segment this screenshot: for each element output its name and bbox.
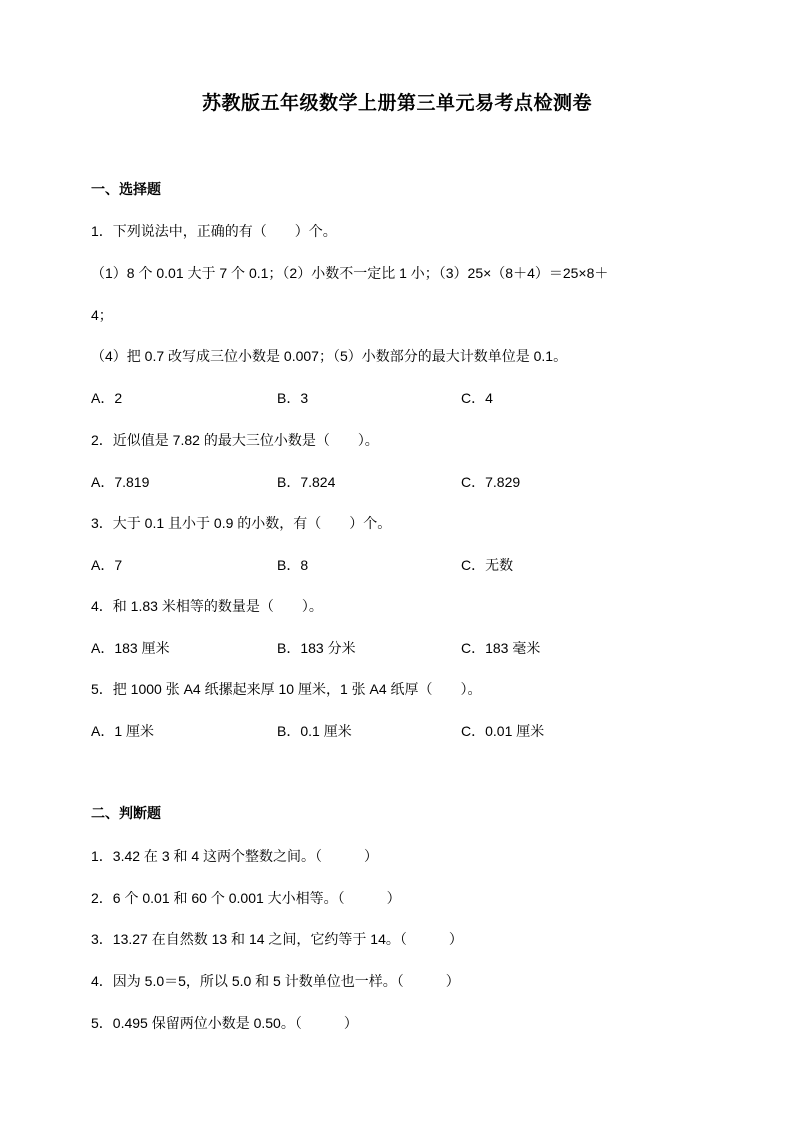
question-5-stem: 5．把 1000 张 A4 纸摞起来厚 10 厘米，1 张 A4 纸厚（ ）。 [91,681,482,697]
judgement-item-4: 4．因为 5.0＝5，所以 5.0 和 5 计数单位也一样。（ ） [91,973,460,989]
judgement-item-1: 1．3.42 在 3 和 4 这两个整数之间。（ ） [91,848,379,864]
section-heading-choice: 一、选择题 [91,182,161,198]
question-1-stem: 1．下列说法中，正确的有（ ）个。 [91,223,337,239]
judgement-item-2: 2．6 个 0.01 和 60 个 0.001 大小相等。（ ） [91,890,401,906]
option-c: C．无数 [461,557,514,573]
question-1-line-4: （4）把 0.7 改写成三位小数是 0.007；（5）小数部分的最大计数单位是 0.1。 [91,348,568,364]
option-b: B．183 分米 [277,640,356,656]
question-2-options [91,472,691,492]
option-b: B．0.1 厘米 [277,723,352,739]
page-title: 苏教版五年级数学上册第三单元易考点检测卷 [201,92,592,114]
option-a: A．7.819 [91,474,150,490]
option-a: A．7 [91,557,123,573]
option-b: B．3 [277,390,309,406]
option-b: B．7.824 [277,474,336,490]
judgement-item-3: 3．13.27 在自然数 13 和 14 之间，它约等于 14。（ ） [91,931,463,947]
section-heading-judgement: 二、判断题 [91,806,161,822]
question-1-line-2: （1）8 个 0.01 大于 7 个 0.1；（2）小数不一定比 1 小；（3）25×（8＋4）＝25×8＋ [91,265,609,281]
option-a: A．1 厘米 [91,723,155,739]
question-1-options [91,388,691,408]
question-4-stem: 4．和 1.83 米相等的数量是（ ）。 [91,598,323,614]
question-3-stem: 3．大于 0.1 且小于 0.9 的小数，有（ ）个。 [91,515,392,531]
question-1-line-3: 4； [91,307,113,323]
option-c: C．4 [461,390,493,406]
judgement-item-5: 5．0.495 保留两位小数是 0.50。（ ） [91,1015,358,1031]
question-3-options [91,555,691,575]
question-2-stem: 2．近似值是 7.82 的最大三位小数是（ ）。 [91,432,379,448]
option-c: C．7.829 [461,474,521,490]
option-b: B．8 [277,557,309,573]
option-c: C．0.01 厘米 [461,723,545,739]
option-c: C．183 毫米 [461,640,541,656]
question-5-options [91,721,691,741]
option-a: A．183 厘米 [91,640,170,656]
option-a: A．2 [91,390,123,406]
question-4-options [91,638,691,658]
